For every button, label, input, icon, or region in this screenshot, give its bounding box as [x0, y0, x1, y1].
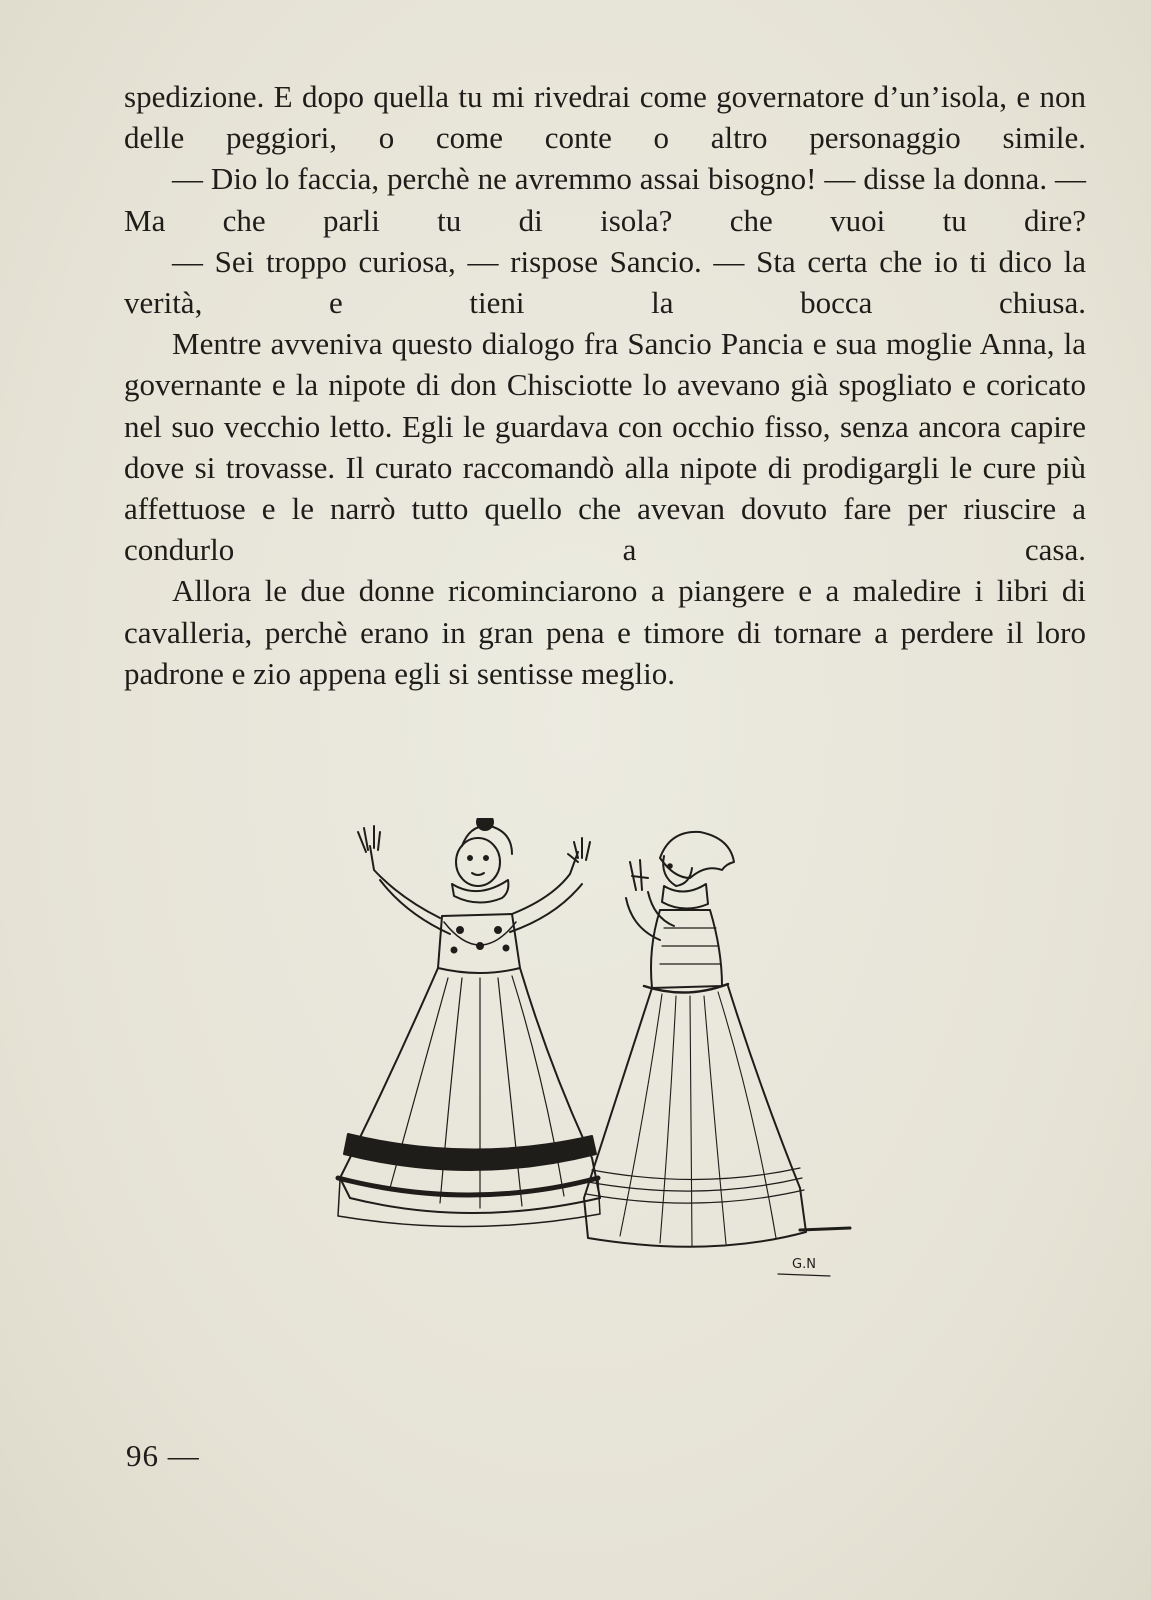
paragraph-dialogue-sancio: — Sei troppo curiosa, — rispose Sancio. — Sta certa che io ti dico la verità, e tieni la bocca chiusa. [124, 243, 1086, 321]
left-woman-figure [338, 818, 600, 1227]
paragraph-continuation: spedizione. E dopo quella tu mi rivedrai come governatore d’un’isola, e non delle peggiori, o come conte o altro personaggio simile. [124, 79, 1086, 156]
body-text [124, 76, 1086, 694]
page-number: 96 — [126, 1438, 200, 1473]
right-woman-figure [584, 832, 850, 1247]
two-women-lamenting-illustration [330, 818, 870, 1298]
paragraph-conclusion: Allora le due donne ricominciarono a piangere e a maledire i libri di cavalleria, perchè erano in gran pena e timore di tornare a perdere il loro padrone e zio appena egli si sentisse meglio. [124, 573, 1086, 691]
illustration-signature: G.N [792, 1257, 816, 1272]
paragraph-narration: Mentre avveniva questo dialogo fra Sancio Pancia e sua moglie Anna, la governante e la nipote di don Chisciotte lo avevano già spogliato e coricato nel suo vecchio letto. Egli le guardava con occhio fisso, senza ancora capire dove si trovasse. Il curato raccomandò alla nipote di prodigargli le cure più affettuose e le narrò tutto quello che avevan dovuto fare per riuscire a condurlo a casa. [124, 326, 1086, 568]
paragraph-dialogue-wife: — Dio lo faccia, perchè ne avremmo assai bisogno! — disse la donna. — Ma che parli tu di isola? che vuoi tu dire? [124, 161, 1086, 238]
